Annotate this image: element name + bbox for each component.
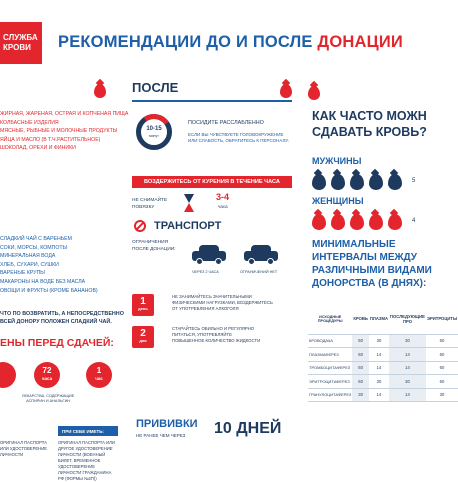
day-number: 1 bbox=[140, 296, 146, 307]
vaccination-days: 10 ДНЕЙ bbox=[214, 420, 282, 437]
row-name: ГРАНУЛОЦИТАФЕРЕЗ bbox=[308, 388, 352, 402]
cell: 60 bbox=[352, 348, 369, 362]
clock-icon bbox=[136, 114, 172, 150]
blood-drop-icon bbox=[388, 174, 402, 190]
cell: 60 bbox=[352, 361, 369, 375]
hourglass-icon bbox=[184, 194, 194, 212]
women-label: ЖЕНЩИНЫ bbox=[312, 196, 364, 206]
hours-unit: часа bbox=[218, 204, 228, 209]
cell: 30 bbox=[389, 334, 426, 348]
caption-line: ЛЕКАРСТВА, СОДЕРЖАЩИЕ bbox=[22, 394, 75, 398]
table-header-row bbox=[308, 304, 458, 334]
cell: 60 bbox=[352, 334, 369, 348]
list-item: ЖИРНАЯ, ЖАРЕНАЯ, ОСТРАЯ И КОПЧЕНАЯ ПИЩА bbox=[0, 111, 129, 117]
list-item: ВАРЕНЫЕ КРУПЫ bbox=[0, 270, 45, 277]
mid-column bbox=[132, 80, 292, 438]
docs-text: ОРИГИНАЛ ПАСПОРТА ИЛИ ДРУГОЕ УДОСТОВЕРЕНИЕ ЛИЧНОСТИ (ВОЕННЫЙ БИЛЕТ, ВРЕМЕННОЕ УДОСТОВЕРЕНИЕ ЛИЧНОСТИ ГРАЖДАНИНА РФ (ФОРМЫ №2П)) bbox=[58, 440, 115, 481]
page-title bbox=[58, 33, 403, 52]
cell: 30 bbox=[352, 388, 369, 402]
restriction-circles bbox=[0, 362, 118, 402]
list-item: МЯСНЫЕ, РЫБНЫЕ И МОЛОЧНЫЕ ПРОДУКТЫ bbox=[0, 128, 118, 135]
rest-line: ЕСЛИ ВЫ ЧУВСТВУЕТЕ ГОЛОВОКРУЖЕНИЕ bbox=[188, 132, 284, 137]
vaccination-title: ПРИВИВКИ bbox=[136, 418, 198, 430]
rest-title: ПОСИДИТЕ РАССЛАБЛЕННО bbox=[188, 120, 264, 126]
bandage-line: НЕ СНИМАЙТЕ bbox=[132, 198, 168, 203]
divider bbox=[132, 100, 292, 102]
rest-text bbox=[188, 132, 289, 144]
list-item: ХЛЕБ, СУХАРИ, СУШКИ bbox=[0, 261, 59, 268]
table-header: ПЛАЗМА bbox=[369, 304, 389, 334]
cell: 30 bbox=[369, 375, 389, 389]
calendar-icon bbox=[132, 326, 154, 348]
after-title: ПОСЛЕ bbox=[132, 80, 179, 95]
allowed-food-list bbox=[0, 235, 98, 295]
list-item: СОКИ, МОРСЫ, КОМПОТЫ bbox=[0, 244, 68, 251]
cell: 60 bbox=[426, 361, 458, 375]
bandage-line: ПОВЯЗКУ bbox=[132, 204, 155, 210]
day-line: ФИЗИЧЕСКИМИ НАГРУЗКАМИ, ВОЗДЕРЖИТЕСЬ bbox=[172, 300, 273, 305]
logo-line2: КРОВИ bbox=[3, 43, 31, 52]
circle-unit: час bbox=[95, 376, 103, 381]
forbidden-food-list bbox=[0, 110, 128, 153]
cell: 60 bbox=[426, 348, 458, 362]
circle-1 bbox=[86, 362, 112, 388]
blood-drop-icon bbox=[350, 174, 364, 190]
row-name: ПЛАЗМАФЕРЕЗ bbox=[308, 348, 352, 362]
table-row bbox=[308, 361, 458, 375]
no-smoking-banner: ВОЗДЕРЖИТЕСЬ ОТ КУРЕНИЯ В ТЕЧЕНИЕ ЧАСА bbox=[132, 176, 292, 188]
blood-drop-icon bbox=[369, 214, 383, 230]
day-line: СТАРАЙТЕСЬ ОБИЛЬНО И РЕГУЛЯРНО bbox=[172, 326, 255, 331]
cell: 30 bbox=[369, 334, 389, 348]
table-row bbox=[308, 388, 458, 402]
calendar-icon bbox=[132, 294, 154, 316]
table-header: КРОВЬ bbox=[352, 304, 369, 334]
cell: 14 bbox=[369, 388, 389, 402]
clock-value: 10-15 bbox=[146, 126, 162, 132]
hours-value: 3-4 bbox=[216, 192, 230, 202]
blood-drop-icon bbox=[280, 84, 292, 98]
rest-line: ИЛИ СЛАБОСТЬ, ОБРАТИТЕСЬ К ПЕРСОНАЛУ. bbox=[188, 138, 289, 143]
transport-text bbox=[132, 240, 176, 253]
circle-value: 1 bbox=[96, 366, 102, 375]
circle-72 bbox=[34, 362, 60, 388]
car-caption: ЧЕРЕЗ 2 ЧАСА bbox=[192, 270, 219, 274]
cell: 60 bbox=[352, 375, 369, 389]
blood-drop-icon bbox=[312, 174, 326, 190]
men-drops bbox=[312, 174, 407, 195]
men-count: 5 bbox=[412, 178, 416, 184]
list-item: КОЛБАСНЫЕ ИЗДЕЛИЯ bbox=[0, 119, 59, 126]
day-text bbox=[172, 326, 260, 344]
car-caption: ОГРАНИЧЕНИЙ НЕТ bbox=[240, 270, 278, 274]
caption-line: АСПИРИН И АНАЛЬГИН bbox=[26, 399, 71, 403]
note-line: ЧТО ПО ВОЗВРАТИТЬ, А НЕПОСРЕДСТВЕННО bbox=[0, 311, 124, 317]
no-entry-icon bbox=[134, 220, 146, 232]
table-row bbox=[308, 334, 458, 348]
cell: 30 bbox=[389, 375, 426, 389]
row-name: ТРОМБОЦИТАФЕРЕЗ bbox=[308, 361, 352, 375]
logo-line1: СЛУЖБА bbox=[3, 33, 38, 42]
day-line: НЕ ЗАНИМАЙТЕСЬ ЗНАЧИТЕЛЬНЫМИ bbox=[172, 294, 252, 299]
title-red: ДОНАЦИИ bbox=[317, 33, 403, 51]
transport-line: ПОСЛЕ ДОНАЦИИ: bbox=[132, 246, 176, 252]
blood-drop-icon bbox=[312, 214, 326, 230]
car-icon bbox=[244, 245, 278, 265]
title-line: КАК ЧАСТО МОЖН bbox=[312, 109, 427, 123]
interval-table bbox=[308, 304, 458, 402]
docs-title: ПРИ СЕБЕ ИМЕТЬ: bbox=[58, 426, 118, 436]
table-row bbox=[308, 348, 458, 362]
table-row bbox=[308, 375, 458, 389]
title-line: РАЗЛИЧНЫМИ ВИДАМИ bbox=[312, 265, 432, 276]
circle-caption bbox=[22, 394, 74, 404]
cell: 30 bbox=[426, 388, 458, 402]
blood-drop-icon bbox=[388, 214, 402, 230]
title-line: МИНИМАЛЬНЫЕ bbox=[312, 239, 396, 250]
blood-drop-icon bbox=[350, 214, 364, 230]
note-line: ВСЕЙ ДОНОРУ ПОЛОЖЕН СЛАДКИЙ ЧАЙ. bbox=[0, 319, 112, 325]
blood-drop-icon bbox=[94, 84, 106, 98]
left-column bbox=[0, 80, 129, 481]
day-label: дня bbox=[139, 338, 147, 343]
list-item: ЯЙЦА И МАСЛО (В Т.Ч.РАСТИТЕЛЬНОЕ) bbox=[0, 136, 101, 143]
list-item: ОВОЩИ И ФРУКТЫ (КРОМЕ БАНАНОВ) bbox=[0, 287, 98, 294]
list-item: МИНЕРАЛЬНАЯ ВОДА bbox=[0, 253, 56, 260]
before-donation-title: ЕНЫ ПЕРЕД СДАЧЕЙ: bbox=[0, 337, 114, 349]
bandage-text bbox=[132, 198, 167, 211]
circle-cut bbox=[0, 362, 16, 388]
transport-title: ТРАНСПОРТ bbox=[154, 220, 222, 232]
cell: 14 bbox=[389, 348, 426, 362]
list-item: СЛАДКИЙ ЧАЙ С ВАРЕНЬЕМ bbox=[0, 236, 72, 242]
title-main: РЕКОМЕНДАЦИИ ДО И ПОСЛЕ bbox=[58, 33, 318, 51]
blood-drop-icon bbox=[331, 174, 345, 190]
interval-title bbox=[312, 238, 432, 290]
row-name: ЭРИТРОЦИТАФЕРЕЗ bbox=[308, 375, 352, 389]
clock-arc bbox=[133, 111, 175, 153]
row-name: КРОВОДАЧА bbox=[308, 334, 352, 348]
table-header: ЭРИТРОЦИТЫ bbox=[426, 304, 458, 334]
cell: 14 bbox=[369, 361, 389, 375]
cell: 60 bbox=[426, 375, 458, 389]
blood-drop-icon bbox=[331, 214, 345, 230]
blood-drop-icon bbox=[369, 174, 383, 190]
title-line: СДАВАТЬ КРОВЬ? bbox=[312, 125, 427, 139]
women-count: 4 bbox=[412, 218, 416, 224]
day-number: 2 bbox=[140, 328, 146, 339]
cell: 14 bbox=[389, 388, 426, 402]
day-line: ПОВЫШЕННОЕ КОЛИЧЕСТВО ЖИДКОСТИ bbox=[172, 338, 261, 343]
right-column bbox=[308, 80, 458, 420]
men-label: МУЖЧИНЫ bbox=[312, 156, 362, 166]
vaccination-subtitle: НЕ РАНЕЕ ЧЕМ ЧЕРЕЗ bbox=[136, 433, 186, 438]
list-item: ШОКОЛАД, ОРЕХИ И ФИНИКИ bbox=[0, 145, 76, 152]
docs-left-text: ОРИГИНАЛ ПАСПОРТА ИЛИ УДОСТОВЕРЕНИЕ ЛИЧНОСТИ bbox=[0, 440, 48, 457]
title-line: ИНТЕРВАЛЫ МЕЖДУ bbox=[312, 252, 418, 263]
cell: 14 bbox=[389, 361, 426, 375]
table-header: ПОСЛЕДУЮЩИЕ ПРО bbox=[389, 304, 426, 334]
title-line: ДОНОРСТВА (В ДНЯХ): bbox=[312, 278, 427, 289]
day-label: день bbox=[138, 306, 148, 311]
cell: 14 bbox=[369, 348, 389, 362]
women-drops bbox=[312, 214, 407, 235]
cell: 60 bbox=[426, 334, 458, 348]
frequency-title bbox=[312, 108, 427, 140]
clock-unit: минут bbox=[149, 134, 159, 138]
car-icon bbox=[192, 245, 226, 265]
day-line: ПИТАТЬСЯ, УПОТРЕБЛЯЙТЕ bbox=[172, 332, 232, 337]
tea-note bbox=[0, 310, 124, 326]
table-header: ИСХОДНЫЕ ПРОЦЕДУРЫ bbox=[308, 304, 352, 334]
circle-unit: часа bbox=[41, 376, 53, 381]
day-text bbox=[172, 294, 273, 312]
blood-drop-icon bbox=[308, 86, 320, 100]
logo bbox=[0, 22, 42, 64]
transport-line: ОГРАНИЧЕНИЯ bbox=[132, 240, 169, 245]
circle-value: 72 bbox=[42, 366, 52, 375]
list-item: МАКАРОНЫ НА ВОДЕ БЕЗ МАСЛА bbox=[0, 278, 86, 285]
day-line: ОТ УПОТРЕБЛЕНИЯ АЛКОГОЛЯ bbox=[172, 306, 239, 311]
